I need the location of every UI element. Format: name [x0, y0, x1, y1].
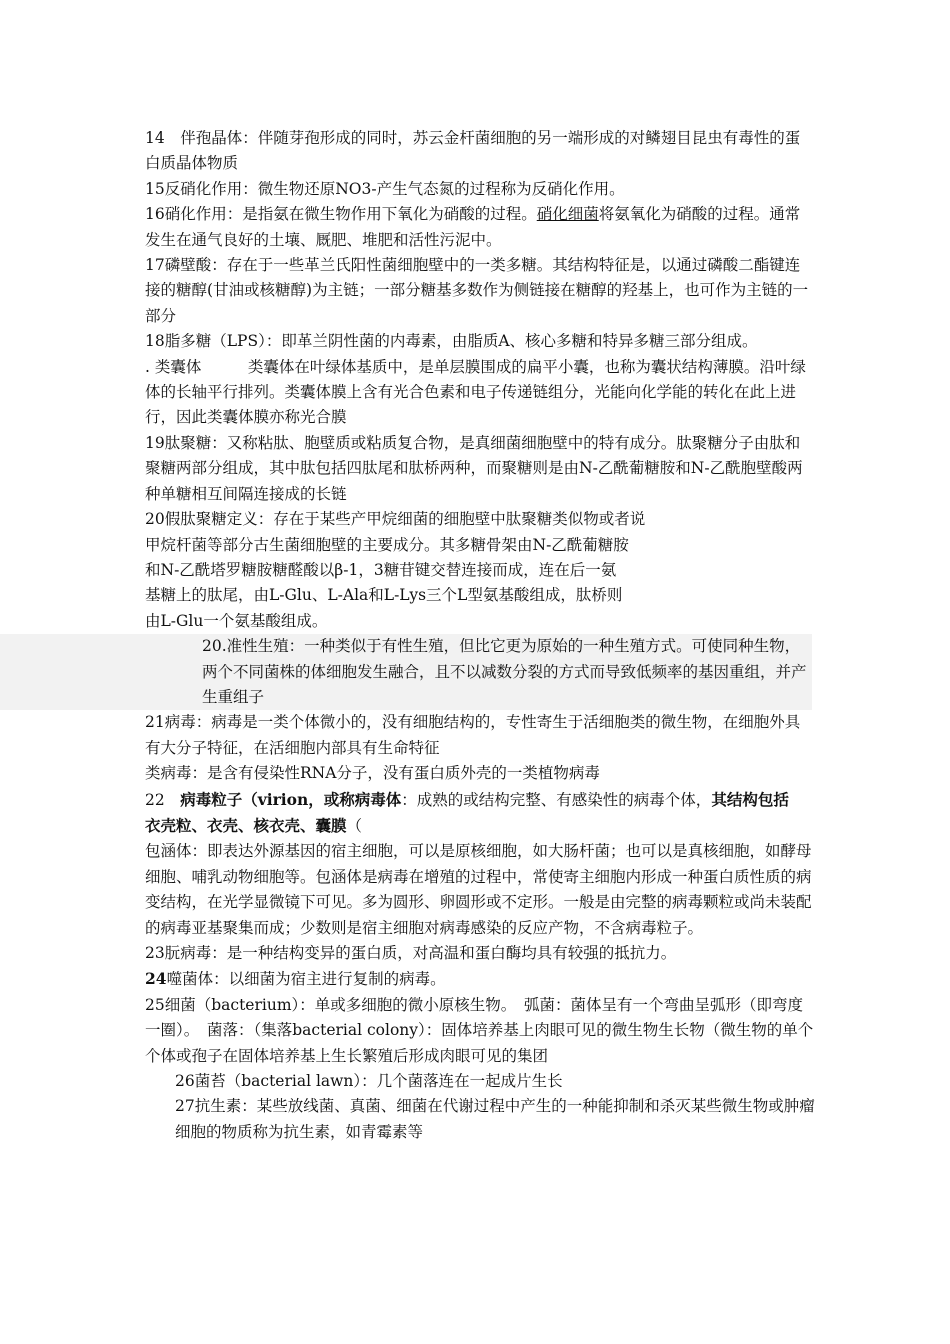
paragraph-viroid: 类病毒：是含有侵染性RNA分子，没有蛋白质外壳的一类植物病毒 — [145, 764, 600, 783]
paragraph-14: 14 伴孢晶体：伴随芽孢形成的同时，苏云金杆菌细胞的另一端形成的对鳞翅目昆虫有毒性的蛋白质晶体物质 — [145, 129, 801, 173]
paragraph-24-text: 噬菌体：以细菌为宿主进行复制的病毒。 — [166, 970, 446, 989]
paragraph-26: 26菌苔（bacterial lawn）：几个菌落连在一起成片生长 — [175, 1072, 563, 1091]
virion-structure: 其结构包括 衣壳粒、衣壳、核衣壳、囊膜 — [145, 789, 805, 835]
paragraph-24-number: 24 — [145, 969, 167, 989]
paragraph-20-line: 20假肽聚糖定义：存在于某些产甲烷细菌的细胞壁中肽聚糖类似物或者说 — [145, 510, 646, 529]
paragraph-20-line: 甲烷杆菌等部分古生菌细胞壁的主要成分。其多糖骨架由N-乙酰葡糖胺 — [145, 535, 629, 554]
paragraph-19: 19肽聚糖：又称粘肽、胞壁质或粘质复合物，是真细菌细胞壁中的特有成分。肽聚糖分子由肽和聚糖两部分组成，其中肽包括四肽尾和肽桥两种，而聚糖则是由N-乙酰葡糖胺和N-乙酰胞壁酸两种单糖相互间隔连接成的长链 — [145, 433, 803, 503]
paragraph-21: 21病毒：病毒是一类个体微小的，没有细胞结构的，专性寄生于活细胞类的微生物，在细胞外具有大分子特征，在活细胞内部具有生命特征 — [145, 713, 801, 757]
paragraph-thylakoid: . 类囊体 类囊体在叶绿体基质中，是单层膜围成的扁平小囊，也称为囊状结构薄膜。沿叶绿体的长轴平行排列。类囊体膜上含有光合色素和电子传递链组分，光能向化学能的转化在此上进行，因此类囊体膜亦称光合膜 — [145, 357, 806, 427]
paragraph-18: 18脂多糖（LPS）：即革兰阴性菌的内毒素，由脂质A、核心多糖和特异多糖三部分组成。 — [145, 332, 758, 351]
document-body — [145, 126, 815, 1145]
paragraph-27: 27抗生素：某些放线菌、真菌、细菌在代谢过程中产生的一种能抑制和杀灭某些微生物或肿瘤细胞的物质称为抗生素，如青霉素等 — [175, 1097, 815, 1141]
paragraph-17: 17磷壁酸：存在于一些革兰氏阳性菌细胞壁中的一类多糖。其结构特征是，以通过磷酸二酯键连接的糖醇(甘油或核糖醇)为主链；一部分糖基多数作为侧链接在糖醇的羟基上，也可作为主链的一部分 — [145, 256, 809, 325]
paragraph-20-parasexual: 20.准性生殖：一种类似于有性生殖，但比它更为原始的一种生殖方式。可使同种生物，两个不同菌株的体细胞发生融合，且不以减数分裂的方式而导致低频率的基因重组，并产生重组子 — [0, 634, 812, 710]
paragraph-24 — [145, 966, 815, 992]
nitrifying-bacteria-link[interactable]: 硝化细菌 — [536, 205, 599, 224]
paragraph-20-line: 和N-乙酰塔罗糖胺糖醛酸以β-1，3糖苷键交替连接而成，连在后一氨 — [145, 560, 617, 579]
paragraph-16-start: 16硝化作用：是指氨在微生物作用下氧化为硝酸的过程。 — [145, 205, 537, 224]
paragraph-20-line: 由L-Glu一个氨基酸组成。 — [145, 611, 328, 630]
paragraph-22-definition: ：成熟的或结构完整、有感染性的病毒个体， — [401, 790, 712, 809]
paragraph-20 — [145, 507, 815, 634]
paragraph-22-end: （ — [346, 816, 363, 835]
paragraph-23: 23朊病毒：是一种结构变异的蛋白质，对高温和蛋白酶均具有较强的抵抗力。 — [145, 944, 677, 962]
paragraph-16 — [145, 202, 815, 253]
paragraph-16-end: 将氨氧化为硝酸的过程。通常发生在通气良好的土壤、厩肥、堆肥和活性污泥中。 — [145, 205, 801, 249]
paragraph-22 — [145, 787, 815, 840]
paragraph-20-line: 基糖上的肽尾，由L-Glu、L-Ala和L-Lys三个L型氨基酸组成，肽桥则 — [145, 586, 623, 605]
paragraph-15: 15反硝化作用：微生物还原NO3-产生气态氮的过程称为反硝化作用。 — [145, 179, 625, 198]
virion-term: 病毒粒子（virion，或称病毒体 — [180, 789, 402, 809]
paragraph-inclusion-body: 包涵体：即表达外源基因的宿主细胞，可以是原核细胞，如大肠杆菌；也可以是真核细胞，如酵母细胞、哺乳动物细胞等。包涵体是病毒在增殖的过程中，常使寄主细胞内形成一种蛋白质性质的病变结构，在光学显微镜下可见。多为圆形、卵圆形或不定形。一般是由完整的病毒颗粒或尚未装配的病毒亚基聚集而成；少数则是宿主细胞对病毒感染的反应产物，不含病毒粒子。 — [145, 842, 812, 937]
paragraph-25: 25细菌（bacterium）：单或多细胞的微小原核生物。 弧菌：菌体呈有一个弯曲呈弧形（即弯度一圈）。 菌落：（集落bacterial colony）：固体培养基上肉眼可见的微生物生长物（微生物的单个个体或孢子在固体培养基上生长繁殖后形成肉眼可见的集团 — [145, 995, 814, 1065]
paragraph-22-number: 22 — [145, 790, 181, 809]
